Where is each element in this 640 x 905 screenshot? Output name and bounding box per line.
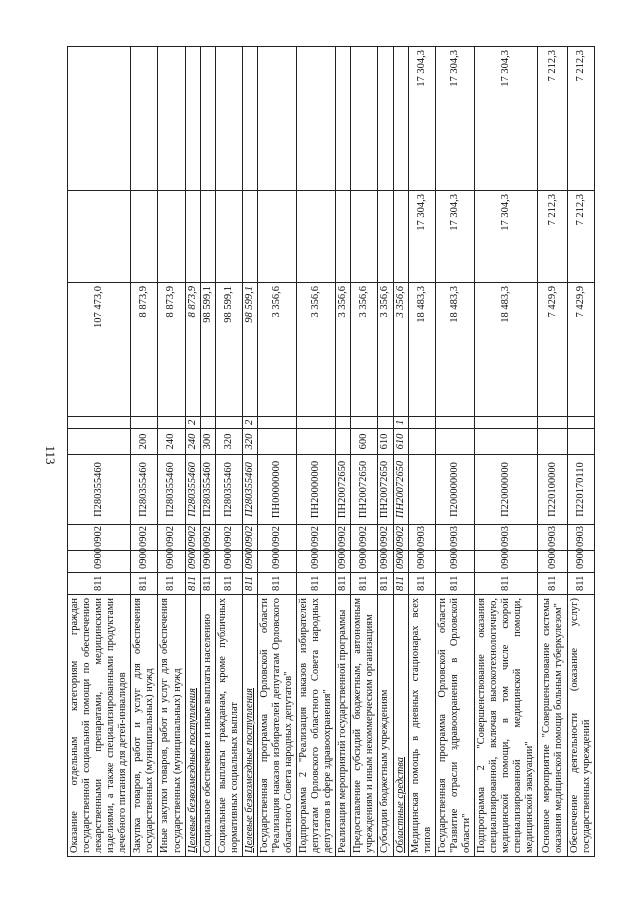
table-row xyxy=(336,47,351,857)
subsection-code: 0903 xyxy=(435,525,474,551)
amount-year-1: 8 873,9 xyxy=(131,283,158,417)
amount-year-2 xyxy=(158,191,185,283)
ministry-code: 811 xyxy=(393,573,408,595)
expense-type-code xyxy=(336,429,351,455)
amount-year-3 xyxy=(200,47,215,191)
table-row xyxy=(351,47,378,857)
section-code: 0900 xyxy=(68,551,131,573)
subsection-code: 0902 xyxy=(257,525,296,551)
table-row xyxy=(158,47,185,857)
amount-year-3: 7 212,3 xyxy=(568,47,595,191)
expense-type-code: 610 xyxy=(378,429,393,455)
row-name: Реализация мероприятий государственной программы xyxy=(336,595,351,857)
budget-table-area xyxy=(67,47,593,857)
amount-year-2: 7 212,3 xyxy=(568,191,595,283)
ministry-code: 811 xyxy=(474,573,537,595)
ministry-code: 811 xyxy=(242,573,257,595)
budget-table-body xyxy=(68,47,595,857)
subsection-code: 0902 xyxy=(336,525,351,551)
ministry-code: 811 xyxy=(158,573,185,595)
amount-year-2 xyxy=(257,191,296,283)
amount-year-2 xyxy=(351,191,378,283)
row-name: Закупка товаров, работ и услуг для обеспечения государственных (муниципальных) нужд xyxy=(131,595,158,857)
table-row xyxy=(297,47,336,857)
row-name: Предоставление субсидий бюджетным, автономным учреждениям и иным некоммерческим организациям xyxy=(351,595,378,857)
amount-year-3: 17 304,3 xyxy=(408,47,435,191)
amount-year-1: 98 599,1 xyxy=(215,283,242,417)
amount-year-3 xyxy=(351,47,378,191)
subsection-code: 0903 xyxy=(538,525,568,551)
target-article-code: П220170110 xyxy=(568,455,595,525)
amount-year-2: 17 304,3 xyxy=(408,191,435,283)
section-code: 0900 xyxy=(474,551,537,573)
row-name: Подпрограмма 2 "Реализация наказов избирателей депутатам Орловского областного Совета народных депутатов в сфере здравоохранения" xyxy=(297,595,336,857)
amount-year-2 xyxy=(131,191,158,283)
table-row xyxy=(215,47,242,857)
section-code: 0900 xyxy=(408,551,435,573)
amount-year-1: 8 873,9 xyxy=(185,283,200,417)
target-article-code: П280355460 xyxy=(185,455,200,525)
table-row xyxy=(68,47,131,857)
amount-year-2 xyxy=(393,191,408,283)
amount-year-2: 17 304,3 xyxy=(435,191,474,283)
amount-year-2: 7 212,3 xyxy=(538,191,568,283)
amount-year-3: 17 304,3 xyxy=(474,47,537,191)
table-row xyxy=(257,47,296,857)
row-name: Медицинская помощь в дневных стационарах всех типов xyxy=(408,595,435,857)
table-row xyxy=(200,47,215,857)
row-name: Основное мероприятие "Совершенствование системы оказания медицинской помощи больным туберкулезом" xyxy=(538,595,568,857)
page-number: 113 xyxy=(43,445,58,465)
amount-year-3 xyxy=(215,47,242,191)
expense-type-code xyxy=(68,429,131,455)
target-article-code: П200000000 xyxy=(435,455,474,525)
target-article-code: ПН20072650 xyxy=(393,455,408,525)
ministry-code: 811 xyxy=(185,573,200,595)
amount-year-2 xyxy=(200,191,215,283)
row-name: Государственная программа Орловской области "Развитие отрасли здравоохранения в Орловской области" xyxy=(435,595,474,857)
amount-year-3 xyxy=(158,47,185,191)
ministry-code: 811 xyxy=(538,573,568,595)
section-code: 0900 xyxy=(215,551,242,573)
amount-year-1: 3 356,6 xyxy=(378,283,393,417)
ministry-code: 811 xyxy=(200,573,215,595)
amount-year-2 xyxy=(215,191,242,283)
amount-year-1: 8 873,9 xyxy=(158,283,185,417)
expense-type-code: 300 xyxy=(200,429,215,455)
section-code: 0900 xyxy=(435,551,474,573)
subsection-code: 0902 xyxy=(215,525,242,551)
amount-year-3 xyxy=(242,47,257,191)
amount-year-1: 7 429,9 xyxy=(568,283,595,417)
expense-type-code: 240 xyxy=(185,429,200,455)
expense-type-code: 200 xyxy=(131,429,158,455)
table-row xyxy=(378,47,393,857)
expense-type-code xyxy=(408,429,435,455)
section-code: 0900 xyxy=(336,551,351,573)
subsection-code: 0902 xyxy=(297,525,336,551)
amount-year-2 xyxy=(297,191,336,283)
ministry-code: 811 xyxy=(336,573,351,595)
amount-year-1: 3 356,6 xyxy=(393,283,408,417)
subsection-code: 0902 xyxy=(131,525,158,551)
ministry-code: 811 xyxy=(131,573,158,595)
section-code: 0900 xyxy=(242,551,257,573)
section-code: 0900 xyxy=(185,551,200,573)
amount-year-2 xyxy=(378,191,393,283)
amount-year-1: 18 483,3 xyxy=(474,283,537,417)
expense-type-code: 610 xyxy=(393,429,408,455)
amount-year-1: 3 356,6 xyxy=(336,283,351,417)
ministry-code: 811 xyxy=(568,573,595,595)
amount-year-1: 107 473,0 xyxy=(68,283,131,417)
section-code: 0900 xyxy=(131,551,158,573)
amount-year-1: 3 356,6 xyxy=(351,283,378,417)
fund-source-code xyxy=(568,417,595,429)
amount-year-1: 7 429,9 xyxy=(538,283,568,417)
fund-source-code xyxy=(200,417,215,429)
row-name: Оказание отдельным категориям граждан государственной социальной помощи по обеспечению лекарственными препаратами, медицинскими изделиями, а также специализированными продуктами лечебного питания для детей-инвалидов xyxy=(68,595,131,857)
amount-year-1: 98 599,1 xyxy=(200,283,215,417)
table-row xyxy=(393,47,408,857)
subsection-code: 0902 xyxy=(185,525,200,551)
table-row xyxy=(242,47,257,857)
ministry-code: 811 xyxy=(257,573,296,595)
row-name: Подпрограмма 2 "Совершенствование оказания специализированной, включая высокотехнологичную, медицинской помощи, в том числе скорой специализированной медицинской помощи, медицинской эвакуации" xyxy=(474,595,537,857)
target-article-code: П280355460 xyxy=(158,455,185,525)
target-article-code: П280355460 xyxy=(200,455,215,525)
amount-year-1: 18 483,3 xyxy=(435,283,474,417)
expense-type-code xyxy=(474,429,537,455)
table-row xyxy=(408,47,435,857)
row-name: Иные закупки товаров, работ и услуг для обеспечения государственных (муниципальных) нужд xyxy=(158,595,185,857)
fund-source-code xyxy=(297,417,336,429)
section-code: 0900 xyxy=(351,551,378,573)
target-article-code: ПН20072650 xyxy=(378,455,393,525)
section-code: 0900 xyxy=(393,551,408,573)
table-row xyxy=(538,47,568,857)
ministry-code: 811 xyxy=(408,573,435,595)
amount-year-3 xyxy=(378,47,393,191)
fund-source-code xyxy=(474,417,537,429)
amount-year-2: 17 304,3 xyxy=(474,191,537,283)
section-code: 0900 xyxy=(538,551,568,573)
subsection-code: 0902 xyxy=(200,525,215,551)
fund-source-code xyxy=(435,417,474,429)
fund-source-code xyxy=(131,417,158,429)
section-code: 0900 xyxy=(158,551,185,573)
fund-source-code xyxy=(351,417,378,429)
fund-source-code xyxy=(257,417,296,429)
amount-year-3 xyxy=(131,47,158,191)
row-name: Обеспечение деятельности (оказание услуг) государственных учреждений xyxy=(568,595,595,857)
subsection-code: 0903 xyxy=(568,525,595,551)
ministry-code: 811 xyxy=(68,573,131,595)
amount-year-3: 7 212,3 xyxy=(538,47,568,191)
fund-source-code xyxy=(538,417,568,429)
target-article-code: ПН00000000 xyxy=(257,455,296,525)
subsection-code: 0902 xyxy=(393,525,408,551)
subsection-code: 0902 xyxy=(378,525,393,551)
subsection-code: 0902 xyxy=(351,525,378,551)
target-article-code: П280355460 xyxy=(131,455,158,525)
fund-source-code xyxy=(215,417,242,429)
subsection-code: 0903 xyxy=(408,525,435,551)
amount-year-3 xyxy=(68,47,131,191)
fund-source-code xyxy=(158,417,185,429)
amount-year-3 xyxy=(336,47,351,191)
target-article-code xyxy=(408,455,435,525)
row-name: Целевые безвозмездные поступления xyxy=(185,595,200,857)
ministry-code: 811 xyxy=(351,573,378,595)
target-article-code: П220000000 xyxy=(474,455,537,525)
subsection-code: 0902 xyxy=(158,525,185,551)
amount-year-3: 17 304,3 xyxy=(435,47,474,191)
expense-type-code: 320 xyxy=(242,429,257,455)
table-row xyxy=(568,47,595,857)
row-name: Социальные выплаты гражданам, кроме публичных нормативных социальных выплат xyxy=(215,595,242,857)
fund-source-code: 2 xyxy=(185,417,200,429)
amount-year-2 xyxy=(336,191,351,283)
expense-type-code xyxy=(568,429,595,455)
amount-year-1: 18 483,3 xyxy=(408,283,435,417)
target-article-code: П220100000 xyxy=(538,455,568,525)
amount-year-3 xyxy=(257,47,296,191)
amount-year-1: 3 356,6 xyxy=(257,283,296,417)
row-name: Областные средства xyxy=(393,595,408,857)
ministry-code: 811 xyxy=(297,573,336,595)
row-name: Субсидии бюджетным учреждениям xyxy=(378,595,393,857)
amount-year-1: 98 599,1 xyxy=(242,283,257,417)
target-article-code: ПН20072650 xyxy=(351,455,378,525)
amount-year-3 xyxy=(297,47,336,191)
ministry-code: 811 xyxy=(215,573,242,595)
row-name: Государственная программа Орловской области "Реализация наказов избирателей депутатам Орловского областного Совета народных депутатов" xyxy=(257,595,296,857)
table-row xyxy=(185,47,200,857)
ministry-code: 811 xyxy=(378,573,393,595)
row-name: Социальное обеспечение и иные выплаты населению xyxy=(200,595,215,857)
target-article-code: ПН20072650 xyxy=(336,455,351,525)
subsection-code: 0902 xyxy=(242,525,257,551)
fund-source-code: 2 xyxy=(242,417,257,429)
budget-table xyxy=(67,46,595,857)
target-article-code: П280355460 xyxy=(242,455,257,525)
table-row xyxy=(435,47,474,857)
amount-year-2 xyxy=(185,191,200,283)
amount-year-1: 3 356,6 xyxy=(297,283,336,417)
row-name: Целевые безвозмездные поступления xyxy=(242,595,257,857)
section-code: 0900 xyxy=(378,551,393,573)
expense-type-code: 320 xyxy=(215,429,242,455)
fund-source-code xyxy=(336,417,351,429)
target-article-code: П280355460 xyxy=(68,455,131,525)
section-code: 0900 xyxy=(568,551,595,573)
expense-type-code: 240 xyxy=(158,429,185,455)
subsection-code: 0903 xyxy=(474,525,537,551)
section-code: 0900 xyxy=(200,551,215,573)
ministry-code: 811 xyxy=(435,573,474,595)
amount-year-2 xyxy=(68,191,131,283)
expense-type-code xyxy=(257,429,296,455)
expense-type-code xyxy=(297,429,336,455)
table-row xyxy=(131,47,158,857)
fund-source-code xyxy=(408,417,435,429)
amount-year-3 xyxy=(393,47,408,191)
fund-source-code xyxy=(68,417,131,429)
target-article-code: ПН20000000 xyxy=(297,455,336,525)
expense-type-code xyxy=(435,429,474,455)
section-code: 0900 xyxy=(297,551,336,573)
target-article-code: П280355460 xyxy=(215,455,242,525)
section-code: 0900 xyxy=(257,551,296,573)
amount-year-3 xyxy=(185,47,200,191)
table-row xyxy=(474,47,537,857)
expense-type-code: 600 xyxy=(351,429,378,455)
subsection-code: 0902 xyxy=(68,525,131,551)
amount-year-2 xyxy=(242,191,257,283)
fund-source-code xyxy=(378,417,393,429)
expense-type-code xyxy=(538,429,568,455)
fund-source-code: 1 xyxy=(393,417,408,429)
